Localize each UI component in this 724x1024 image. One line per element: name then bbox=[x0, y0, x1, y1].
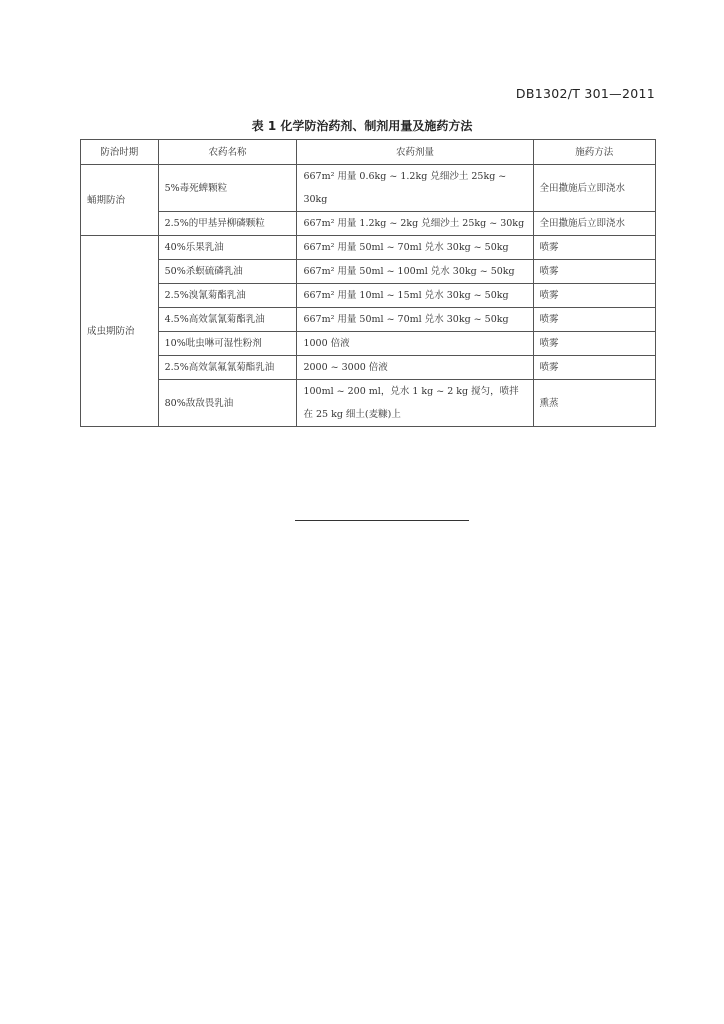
period-cell: 成虫期防治 bbox=[81, 236, 159, 427]
table-row bbox=[81, 236, 656, 260]
table-row bbox=[81, 356, 656, 380]
pesticide-name-cell: 4.5%高效氯氰菊酯乳油 bbox=[158, 308, 297, 332]
pesticide-name-cell: 50%杀螟硫磷乳油 bbox=[158, 260, 297, 284]
pesticide-name-cell: 2.5%高效氯氟氰菊酯乳油 bbox=[158, 356, 297, 380]
pesticide-name-cell: 2.5%溴氰菊酯乳油 bbox=[158, 284, 297, 308]
method-cell: 喷雾 bbox=[533, 332, 655, 356]
dosage-cell: 667m² 用量 50ml ~ 70ml 兑水 30kg ~ 50kg bbox=[297, 236, 533, 260]
table-row bbox=[81, 212, 656, 236]
table-row bbox=[81, 260, 656, 284]
pesticide-name-cell: 40%乐果乳油 bbox=[158, 236, 297, 260]
table-row bbox=[81, 380, 656, 427]
method-cell: 熏蒸 bbox=[533, 380, 655, 427]
end-rule bbox=[295, 520, 469, 521]
pesticide-name-cell: 10%吡虫啉可湿性粉剂 bbox=[158, 332, 297, 356]
pesticide-name-cell: 2.5%的甲基异柳磷颗粒 bbox=[158, 212, 297, 236]
dosage-cell: 667m² 用量 50ml ~ 70ml 兑水 30kg ~ 50kg bbox=[297, 308, 533, 332]
period-cell: 蛹期防治 bbox=[81, 165, 159, 236]
method-cell: 喷雾 bbox=[533, 260, 655, 284]
dosage-cell: 2000 ~ 3000 倍液 bbox=[297, 356, 533, 380]
method-cell: 喷雾 bbox=[533, 236, 655, 260]
table-title: 表 1 化学防治药剂、制剂用量及施药方法 bbox=[251, 119, 473, 133]
method-cell: 喷雾 bbox=[533, 308, 655, 332]
dosage-cell: 1000 倍液 bbox=[297, 332, 533, 356]
table-row bbox=[81, 284, 656, 308]
pesticide-table bbox=[80, 139, 656, 427]
column-header: 农药名称 bbox=[158, 140, 297, 165]
method-cell: 喷雾 bbox=[533, 284, 655, 308]
dosage-cell: 100ml ~ 200 ml，兑水 1 kg ~ 2 kg 搅匀，喷拌在 25 kg 细土(麦糠)上 bbox=[297, 380, 533, 427]
table-header-row bbox=[81, 140, 656, 165]
column-header: 防治时期 bbox=[81, 140, 159, 165]
column-header: 农药剂量 bbox=[297, 140, 533, 165]
method-cell: 喷雾 bbox=[533, 356, 655, 380]
dosage-cell: 667m² 用量 50ml ~ 100ml 兑水 30kg ~ 50kg bbox=[297, 260, 533, 284]
dosage-cell: 667m² 用量 10ml ~ 15ml 兑水 30kg ~ 50kg bbox=[297, 284, 533, 308]
column-header: 施药方法 bbox=[533, 140, 655, 165]
method-cell: 全田撒施后立即浇水 bbox=[533, 212, 655, 236]
method-cell: 全田撒施后立即浇水 bbox=[533, 165, 655, 212]
dosage-cell: 667m² 用量 0.6kg ~ 1.2kg 兑细沙土 25kg ~ 30kg bbox=[297, 165, 533, 212]
table-row bbox=[81, 332, 656, 356]
document-code: DB1302/T 301—2011 bbox=[515, 86, 655, 101]
table-row bbox=[81, 308, 656, 332]
dosage-cell: 667m² 用量 1.2kg ~ 2kg 兑细沙土 25kg ~ 30kg bbox=[297, 212, 533, 236]
pesticide-name-cell: 5%毒死蜱颗粒 bbox=[158, 165, 297, 212]
table-row bbox=[81, 165, 656, 212]
pesticide-name-cell: 80%敌敌畏乳油 bbox=[158, 380, 297, 427]
